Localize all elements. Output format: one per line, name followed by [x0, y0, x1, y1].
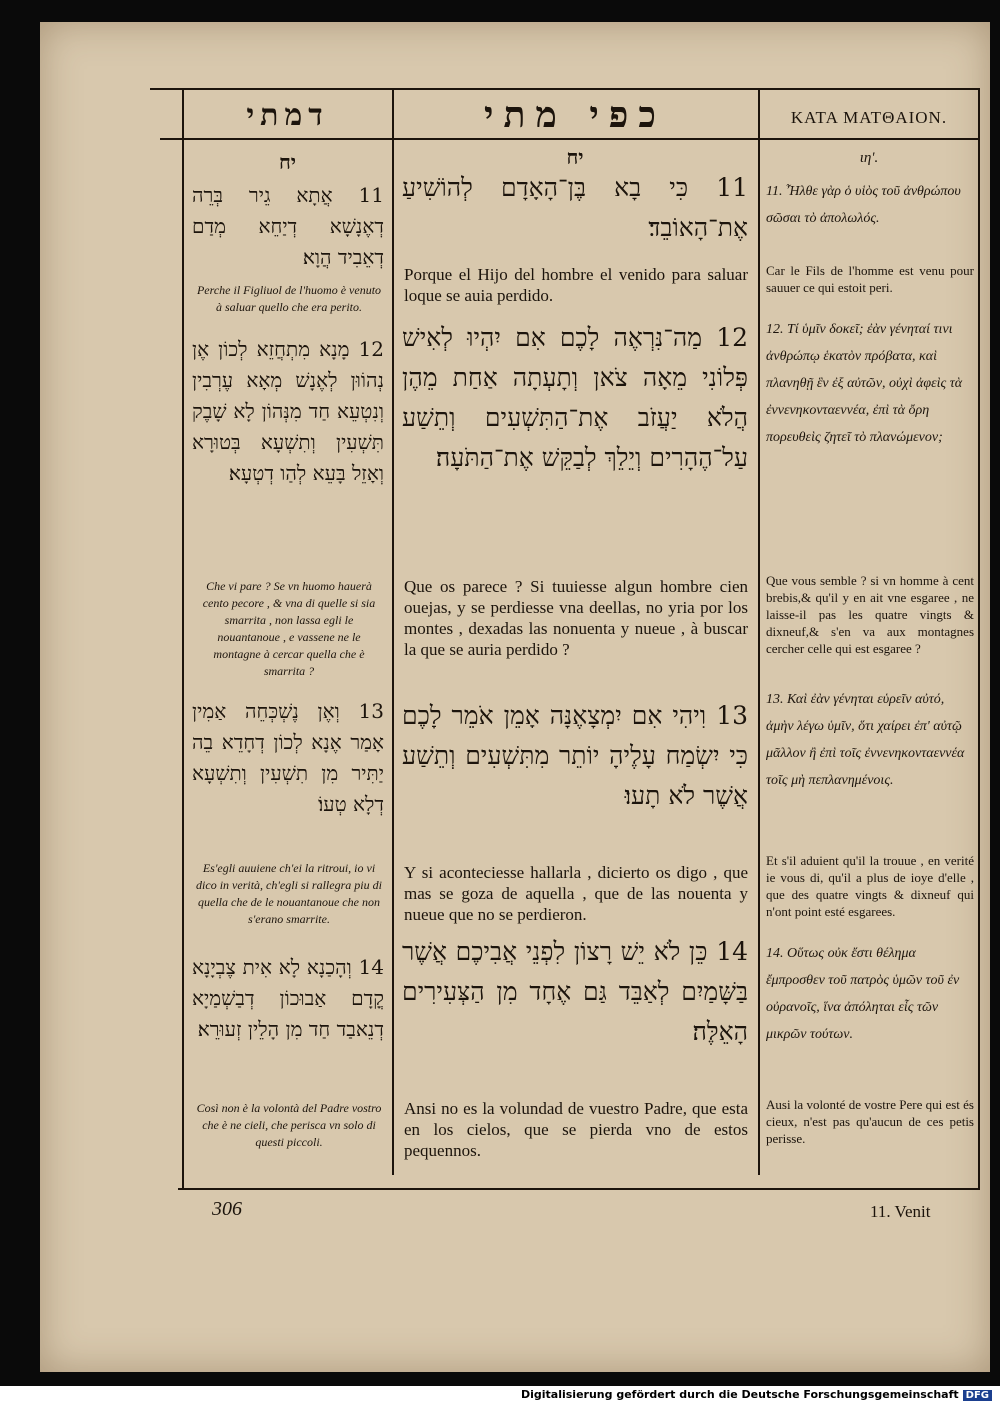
greek-verse-12: 12. Τί ὑμῖν δοκεῖ; ἐὰν γένηταί τινι ἀνθρώπῳ ἑκατὸν πρόβατα, καὶ πλανηθῇ ἓν ἐξ αὐτῶν, οὐχὶ ἀφεὶς τὰ ἐννενηκονταεννέα, ἐπὶ τὰ ὄρη πορευθεὶς ζητεῖ τὸ πλανώμενον;: [766, 322, 963, 445]
header-aramaic: דמתי: [246, 98, 329, 133]
aramaic-verse-11: 11 אֲתָא גֵיר בְּרֵה דְאֶנָשָׁא דְיַחֵא מְדַם דְאֵבִיד הֲוָא׃: [192, 183, 384, 269]
greek-verse-14: 14. Οὕτως οὐκ ἔστι θέλημα ἔμπροσθεν τοῦ πατρὸς ὑμῶν τοῦ ἐν οὐρανοῖς, ἵνα ἀπόληται εἷς τῶν μικρῶν τούτων.: [766, 946, 960, 1042]
hebrew-verse-13: 13 וִיהִי אִם יִמְצָאֶנָּה אָמֵן אֹמֵר לָכֶם כִּי יִשְׂמַח עָלֶיהָ יוֹתֵר מִתִּשְׁעִים וְתֵשַׁע אֲשֶׁר לֹא תָעוּ׃: [402, 701, 748, 810]
catchword: 11. Venit: [870, 1202, 931, 1221]
dfg-logo-badge: DFG: [963, 1390, 992, 1401]
french-verse-13: Et s'il aduient qu'il la trouue , en verité ie vous di, qu'il a plus de ioye d'elle , que des quatre vingts & dixneuf qui n'ont point esté esgarees.: [766, 853, 974, 919]
right-rule: [978, 90, 980, 1190]
french-verse-12: Que vous semble ? si vn homme à cent brebis,& qu'il y en ait vne esgaree , ne laisse-il pas les quatre vingts & dixneuf,& s'en va aux montagnes cercher celle qui est esgaree ?: [766, 573, 974, 656]
hebrew-verse-14: 14 כֵּן לֹא יֵשׁ רָצוֹן לִפְנֵי אֲבִיכֶם אֲשֶׁר בַּשָּׁמַיִם לְאַבֵּד גַּם אֶחָד מִן הַצְּעִירִים הָאֵלֶּה׃: [402, 937, 748, 1046]
left-rule: [182, 90, 184, 1190]
italian-verse-11: Perche il Figliuol de l'huomo è venuto à saluar quello che era perito.: [196, 283, 382, 314]
column-rule-2: [758, 90, 760, 1175]
spanish-verse-13: Y si aconteciesse hallarla , dicierto os digo , que mas se goza de aquella , que de las nouenta y nueue que no se perdieron.: [404, 863, 748, 924]
greek-verse-11: 11. Ἦλθε γὰρ ὁ υἱὸς τοῦ ἀνθρώπου σῶσαι τὸ ἀπολωλός.: [766, 184, 961, 226]
spanish-verse-14: Ansi no es la volundad de vuestro Padre, que esta en los cielos, que se pierda vno de estos pequennos.: [404, 1099, 748, 1160]
bottom-rule: [178, 1188, 978, 1190]
page-number: 306: [212, 1198, 242, 1220]
chapter-marker-greek: ιη'.: [859, 150, 879, 166]
spanish-verse-11: Porque el Hijo del hombre el venido para saluar loque se auia perdido.: [404, 265, 748, 305]
french-verse-14: Ausi la volonté de vostre Pere qui est és cieux, n'est pas qu'aucun de ces petis perisse.: [766, 1097, 974, 1146]
top-rule: [150, 88, 980, 90]
chapter-marker-aramaic: יח: [278, 150, 297, 174]
spanish-verse-12: Que os parece ? Si tuuiesse algun hombre cien ouejas, y se perdiesse vna deellas, no yria por los montes , dexadas las nonuenta y nueue , à buscar la que se auria perdido ?: [404, 577, 748, 659]
french-verse-11: Car le Fils de l'homme est venu pour sauuer ce qui estoit peri.: [766, 263, 974, 295]
column-rule-1: [392, 90, 394, 1175]
aramaic-verse-13: 13 וְאֶן נֶשְׁכְּחֵה אַמִין אָמַר אֶנָא לְכוֹן דְחָדֵא בֵה יַתִּיר מִן תִשְׁעִין וְתִשְׁעָא דְלָא טְעוֹ׃: [192, 699, 384, 816]
hebrew-verse-12: 12 מַה־נִּרְאֶה לָכֶם אִם יִהְיוּ לְאִישׁ פְּלוֹנִי מֵאָה צֹאן וְתָעְתָה אַחַת מֵהֶן הֲלֹא יַעֲזֹב אֶת־הַתִּשְׁעִים וְתֵשַׁע עַל־הֶהָרִים וְיֵלֵךְ לְבַקֵּשׁ אֶת־הַתֹּעָה׃: [402, 323, 748, 472]
chapter-marker-hebrew: יח: [566, 145, 584, 169]
footer-credit: [521, 1388, 992, 1401]
aramaic-verse-14: 14 וְהָכַנָא לָא אִית צֶבְיָנָא קֳדָם אַבוּכוֹן דְבַשְׁמַיָא דְנֵאבַד חַד מִן הָלֵין זְעוּרֵא׃: [192, 955, 384, 1041]
header-hebrew: כפי מתי: [484, 94, 666, 136]
aramaic-verse-12: 12 מָנָא מִתְחֲזֵא לְכוֹן אֶן נְהוֹוּן לְאֶנָשׁ מְאָא עֶרְבִין וְנִטְעֵא חַד מִנְּהוֹן לָא שָׁבֶק תִּשְׁעִין וְתִשְׁעָא בְּטוּרָא וְאָזֵל בָּעֵא לְהַו דְטְעָא׃: [192, 337, 384, 485]
header-greek: KATA MATΘAION.: [790, 108, 948, 127]
greek-verse-13: 13. Καὶ ἐὰν γένηται εὑρεῖν αὐτό, ἀμὴν λέγω ὑμῖν, ὅτι χαίρει ἐπ' αὐτῷ μᾶλλον ἢ ἐπὶ τοῖς ἐννενηκονταεννέα τοῖς μὴ πεπλανημένοις.: [766, 692, 965, 788]
footer-credit-text: Digitalisierung gefördert durch die Deutsche Forschungsgemeinschaft: [520, 1388, 959, 1401]
header-rule: [160, 138, 980, 140]
italian-verse-13: Es'egli auuiene ch'ei la ritroui, io vi dico in verità, ch'egli si rallegra piu di quella che de le nouantanoue che non s'erano smarrite.: [196, 861, 382, 926]
hebrew-verse-11: 11 כִּי בָא בֶּן־הָאָדָם לְהוֹשִׁיעַ אֶת־הָאוֹבֵד׃: [402, 173, 748, 242]
italian-verse-12: Che vi pare ? Se vn huomo hauerà cento pecore , & vna di quelle si sia smarrita , non lassa egli le nouantanoue , e vassene ne le montagne à cercar quella che è smarrita ?: [202, 579, 376, 678]
italian-verse-14: Così non è la volontà del Padre vostro che è ne cieli, che perisca vn solo di questi piccoli.: [196, 1101, 382, 1149]
